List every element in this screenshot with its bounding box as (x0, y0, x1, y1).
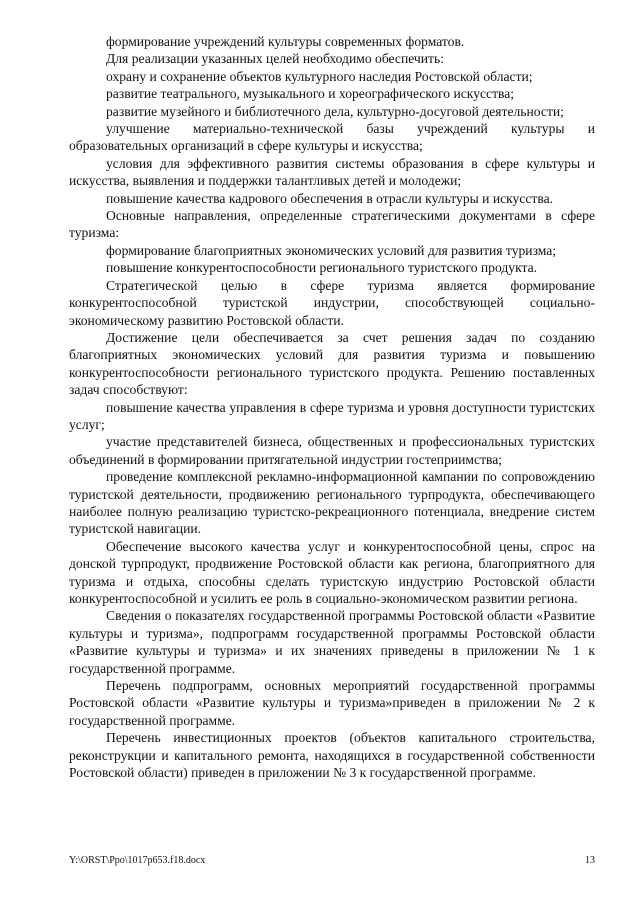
paragraph: охрану и сохранение объектов культурного наследия Ростовской области; (106, 68, 533, 84)
paragraph: Обеспечение высокого качества услуг и конкурентоспособной цены, спрос на донской турпродукт, продвижение Ростовской области как региона, благоприятного для туризма и отдыха, способны сделать туристскую индустрию Ростовской области конкурентоспособной и усилить ее роль в социально-экономическом развитии региона. (69, 538, 595, 606)
paragraph: Сведения о показателях государственной программы Ростовской области «Развитие культуры и туризма», подпрограмм государственной программы Ростовской области «Развитие культуры и туризма» и их значениях приведены в приложении № 1 к государственной программе. (69, 608, 595, 676)
page-number: 13 (585, 855, 595, 866)
paragraph: улучшение материально-технической базы учреждений культуры и образовательных организаций в сфере культуры и искусства; (69, 121, 595, 154)
paragraph: Основные направления, определенные стратегическими документами в сфере туризма: (69, 208, 595, 241)
paragraph: проведение комплексной рекламно-информационной кампании по сопровождению туристской деятельности, продвижению регионального турпродукта, обеспечивающего наиболее полную реализацию туристско-рекреационного потенциала, внедрение систем туристской навигации. (69, 469, 595, 537)
paragraph: Перечень инвестиционных проектов (объектов капитального строительства, реконструкции и капитального ремонта, находящихся в государственной собственности Ростовской области) приведен в приложении № 3 к государственной программе. (69, 730, 595, 781)
page-footer (69, 855, 595, 866)
paragraph: повышение качества кадрового обеспечения в отрасли культуры и искусства. (106, 190, 554, 206)
paragraph: формирование благоприятных экономических условий для развития туризма; (106, 242, 557, 258)
paragraph: Стратегической целью в сфере туризма является формирование конкурентоспособной туристской индустрии, способствующей социально-экономическому развитию Ростовской области. (69, 277, 595, 328)
footer-file-path: Y:\ORST\Ppo\1017p653.f18.docx (69, 855, 206, 866)
paragraph: условия для эффективного развития системы образования в сфере культуры и искусства, выявления и поддержки талантливых детей и молодежи; (69, 155, 595, 189)
paragraph: формирование учреждений культуры современных форматов. (106, 34, 465, 49)
paragraph: повышение конкурентоспособности регионального туристского продукта. (106, 260, 538, 276)
paragraph: повышение качества управления в сфере туризма и уровня доступности туристских услуг; (69, 399, 595, 432)
paragraph: Перечень подпрограмм, основных мероприятий государственной программы Ростовской области «Развитие культуры и туризма»приведен в приложении № 2 к государственной программе. (69, 678, 595, 728)
paragraph: Для реализации указанных целей необходимо обеспечить: (106, 51, 444, 67)
paragraph: Достижение цели обеспечивается за счет решения задач по созданию благоприятных экономических условий для развития туризма и повышению конкурентоспособности регионального туристского продукта. Решению поставленных задач способствуют: (69, 329, 595, 398)
paragraph: участие представителей бизнеса, общественных и профессиональных туристских объединений в формировании притягательной индустрии гостеприимства; (69, 434, 595, 467)
document-body (69, 33, 595, 781)
paragraph: развитие театрального, музыкального и хореографического искусства; (106, 86, 515, 102)
paragraph: развитие музейного и библиотечного дела, культурно-досуговой деятельности; (106, 103, 564, 119)
